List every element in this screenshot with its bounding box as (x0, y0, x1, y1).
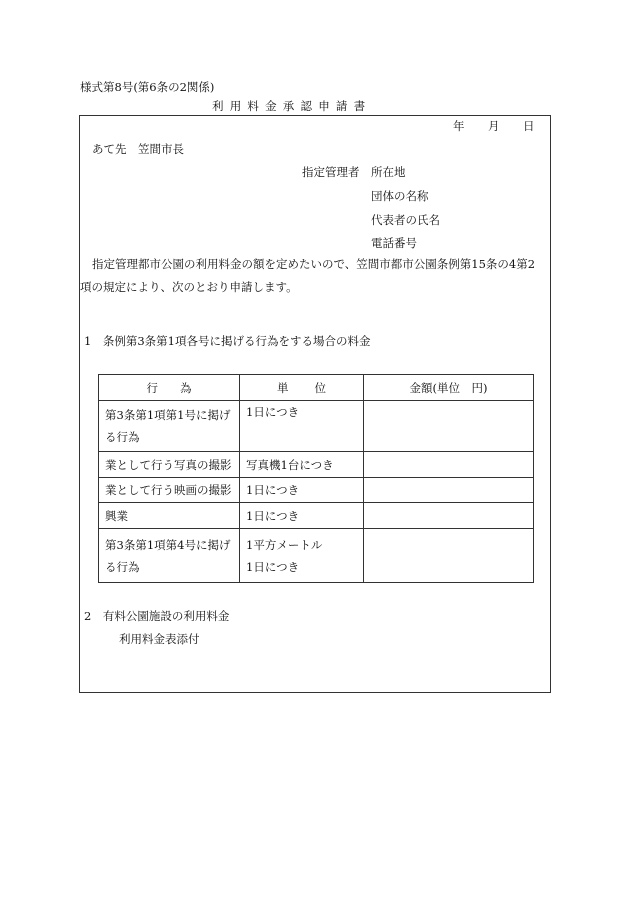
column-header-act: 行為 (99, 375, 240, 401)
column-header-unit: 単位 (240, 375, 364, 401)
table-row (99, 529, 534, 583)
date-year-label: 年 (453, 119, 465, 133)
act-cell: 第3条第1項第1号に掲げ る行為 (99, 401, 240, 452)
document-title: 利用料金承認申請書 (212, 99, 372, 113)
unit-cell: 1日につき (240, 503, 364, 529)
manager-field-representative: 代表者の氏名 (371, 213, 440, 227)
manager-field-address: 所在地 (371, 165, 406, 179)
section-2-attachment-note: 利用料金表添付 (119, 632, 200, 646)
fee-table (98, 374, 534, 583)
form-number-label: 様式第8号(第6条の2関係) (80, 80, 215, 94)
act-cell: 業として行う映画の撮影 (99, 478, 240, 503)
table-row (99, 503, 534, 529)
unit-cell: 1平方メートル 1日につき (240, 529, 364, 583)
unit-cell: 1日につき (240, 478, 364, 503)
amount-cell (364, 401, 534, 452)
table-row (99, 401, 534, 452)
act-cell: 第3条第1項第4号に掲げ る行為 (99, 529, 240, 583)
section-1-heading: 1 条例第3条第1項各号に掲げる行為をする場合の料金 (84, 334, 371, 348)
amount-cell (364, 503, 534, 529)
body-text-line: 指定管理都市公園の利用料金の額を定めたいので、笠間市都市公園条例第15条の4第2 (92, 257, 536, 271)
manager-field-phone: 電話番号 (371, 236, 417, 250)
body-text-line: 項の規定により、次のとおり申請します。 (80, 280, 298, 294)
unit-cell: 1日につき (240, 401, 364, 452)
amount-cell (364, 478, 534, 503)
addressee: あて先 笠間市長 (92, 142, 184, 156)
unit-cell: 写真機1台につき (240, 452, 364, 478)
act-cell: 業として行う写真の撮影 (99, 452, 240, 478)
table-row (99, 478, 534, 503)
amount-cell (364, 529, 534, 583)
section-2-heading: 2 有料公園施設の利用料金 (84, 609, 230, 623)
amount-cell (364, 452, 534, 478)
date-month-label: 月 (488, 119, 500, 133)
table-header-row (99, 375, 534, 401)
act-cell: 興業 (99, 503, 240, 529)
manager-label: 指定管理者 (302, 165, 360, 179)
manager-field-org-name: 団体の名称 (371, 189, 429, 203)
table-row (99, 452, 534, 478)
date-day-label: 日 (523, 119, 535, 133)
column-header-amount: 金額(単位 円) (364, 375, 534, 401)
